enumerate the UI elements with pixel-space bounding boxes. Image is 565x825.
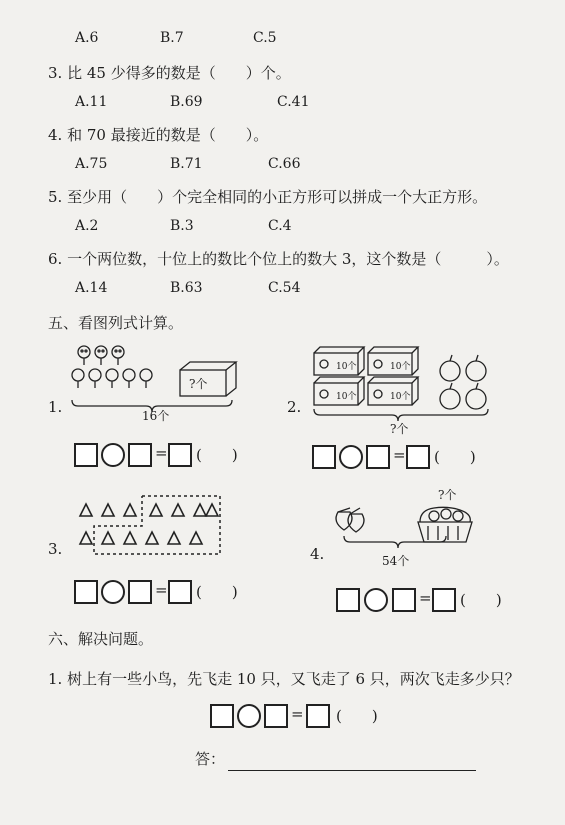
eq2-equals: =: [393, 446, 406, 464]
crate-label-1: 10个: [336, 362, 357, 372]
q4-option-b: B.71: [170, 156, 203, 172]
eq1-equals: =: [155, 444, 168, 462]
problem-1-total: 16个: [142, 409, 170, 423]
problem-2-total: ?个: [390, 422, 409, 436]
apple-icon: [440, 355, 460, 381]
problem-1-number: 1.: [48, 398, 63, 416]
eq2-box-result[interactable]: [406, 445, 430, 469]
apple-icon: [440, 383, 460, 409]
eq2-box-2[interactable]: [366, 445, 390, 469]
strawberry-icon: [336, 508, 364, 532]
flower-icon: [140, 369, 152, 388]
flower-icon: [106, 369, 118, 388]
flower-icon: [112, 346, 124, 365]
eq2-box-1[interactable]: [312, 445, 336, 469]
q1-option-b: B.7: [160, 30, 184, 46]
eq3-equals: =: [155, 581, 168, 599]
question-4: 4. 和 70 最接近的数是（ ）。: [48, 126, 269, 144]
eq1-operator-circle[interactable]: [101, 443, 125, 467]
q5-option-a: A.2: [75, 218, 99, 234]
problem-3-picture: [72, 490, 232, 560]
q3-option-b: B.69: [170, 94, 203, 110]
eq4-equals: =: [419, 589, 432, 607]
eq1-box-2[interactable]: [128, 443, 152, 467]
q3-option-c: C.41: [277, 94, 310, 110]
problem-4-total: 54个: [382, 554, 410, 568]
eq5-equals: =: [291, 705, 304, 723]
eq4-operator-circle[interactable]: [364, 588, 388, 612]
eq1-box-result[interactable]: [168, 443, 192, 467]
q4-option-c: C.66: [268, 156, 301, 172]
flower-icon: [123, 369, 135, 388]
eq3-box-1[interactable]: [74, 580, 98, 604]
apple-icon: [466, 355, 486, 381]
eq5-operator-circle[interactable]: [237, 704, 261, 728]
flower-icon: [89, 369, 101, 388]
apple-icon: [466, 383, 486, 409]
eq4-unit-paren[interactable]: ( ): [460, 591, 502, 609]
flower-icon: [78, 346, 90, 365]
crate-label-3: 10个: [336, 392, 357, 402]
problem-4-picture: [330, 500, 480, 560]
q6-option-a: A.14: [75, 280, 108, 296]
eq1-unit-paren[interactable]: ( ): [196, 446, 238, 464]
question-3: 3. 比 45 少得多的数是（ ）个。: [48, 64, 291, 82]
flower-icon: [95, 346, 107, 365]
eq5-box-result[interactable]: [306, 704, 330, 728]
answer-label: 答：: [195, 750, 226, 768]
eq5-box-1[interactable]: [210, 704, 234, 728]
brace: [344, 536, 446, 548]
crate-label-4: 10个: [390, 392, 411, 402]
problem-3-number: 3.: [48, 540, 63, 558]
q3-option-a: A.11: [75, 94, 108, 110]
eq3-box-2[interactable]: [128, 580, 152, 604]
flower-icon: [72, 369, 84, 388]
section-6-title: 六、解决问题。: [48, 630, 154, 648]
section-5-title: 五、看图列式计算。: [48, 314, 184, 332]
problem-2-picture: [310, 345, 500, 425]
crate-label-2: 10个: [390, 362, 411, 372]
problem-2-number: 2.: [287, 398, 302, 416]
problem-1-box-label: ?个: [189, 377, 208, 391]
eq4-box-1[interactable]: [336, 588, 360, 612]
eq3-box-result[interactable]: [168, 580, 192, 604]
q5-option-c: C.4: [268, 218, 292, 234]
q6-option-b: B.63: [170, 280, 203, 296]
eq4-box-2[interactable]: [392, 588, 416, 612]
problem-4-unknown: ?个: [438, 488, 457, 502]
question-6: 6. 一个两位数，十位上的数比个位上的数大 3，这个数是（ ）。: [48, 250, 509, 268]
q6-option-c: C.54: [268, 280, 301, 296]
eq5-unit-paren[interactable]: ( ): [336, 707, 378, 725]
eq1-box-1[interactable]: [74, 443, 98, 467]
basket-icon: [418, 507, 472, 542]
eq2-unit-paren[interactable]: ( ): [434, 448, 476, 466]
eq5-box-2[interactable]: [264, 704, 288, 728]
problem-4-number: 4.: [310, 545, 325, 563]
eq3-unit-paren[interactable]: ( ): [196, 583, 238, 601]
eq4-box-result[interactable]: [432, 588, 456, 612]
section-6-problem-1: 1. 树上有一些小鸟，先飞走 10 只，又飞走了 6 只，两次飞走多少只？: [48, 670, 520, 688]
q5-option-b: B.3: [170, 218, 194, 234]
eq3-operator-circle[interactable]: [101, 580, 125, 604]
triangle-icons: [80, 504, 218, 544]
q1-option-a: A.6: [75, 30, 99, 46]
question-5: 5. 至少用（ ）个完全相同的小正方形可以拼成一个大正方形。: [48, 188, 488, 206]
eq2-operator-circle[interactable]: [339, 445, 363, 469]
q1-option-c: C.5: [253, 30, 277, 46]
q4-option-a: A.75: [75, 156, 108, 172]
answer-line[interactable]: [228, 770, 476, 771]
